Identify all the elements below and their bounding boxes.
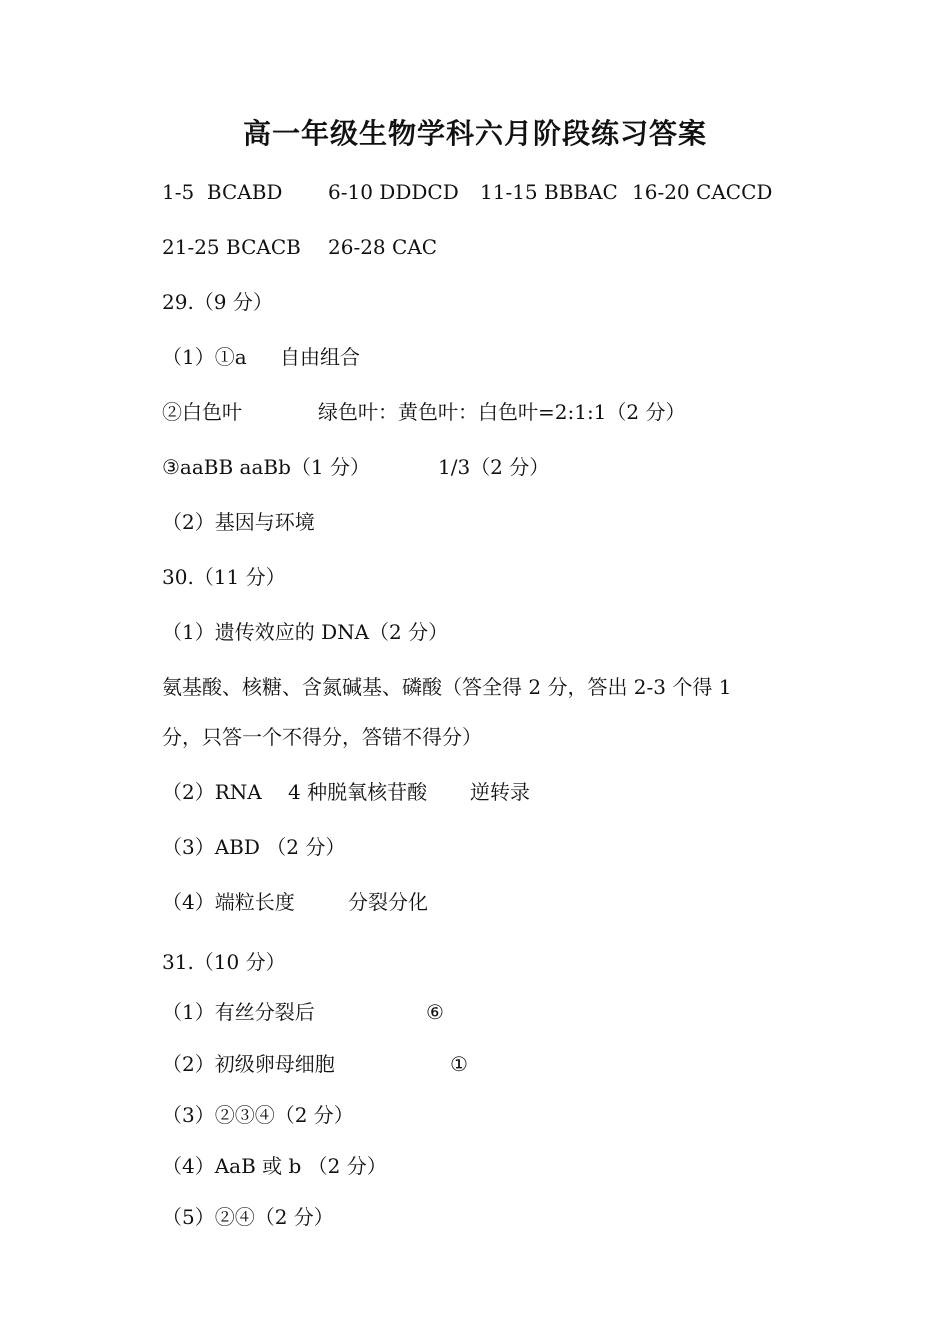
q29-line-2 — [162, 398, 802, 426]
q30-part2-answer-a: （2）RNA — [162, 780, 262, 804]
q30-part1-answer: （1）遗传效应的 DNA（2 分） — [162, 620, 449, 644]
q31-part3-answer: （3）②③④（2 分） — [162, 1103, 354, 1127]
q29-probability-answer: 1/3（2 分） — [438, 455, 550, 479]
q29-ratio-answer: 绿色叶：黄色叶：白色叶=2:1:1（2 分） — [318, 400, 686, 424]
q31-part5-answer: （5）②④（2 分） — [162, 1205, 334, 1229]
mc-group-1-5: 1-5 BCABD — [162, 180, 283, 204]
q29-genotype-answer: ③aaBB aaBb（1 分） — [162, 455, 370, 479]
q31-part1-answer-b: ⑥ — [426, 1000, 444, 1024]
q31-part1-line — [162, 998, 802, 1026]
q30-part4-answer-a: （4）端粒长度 — [162, 890, 295, 914]
mc-group-16-20: 16-20 CACCD — [632, 180, 773, 204]
q30-components-answer: 氨基酸、核糖、含氮碱基、磷酸（答全得 2 分，答出 2-3 个得 1 — [162, 675, 732, 699]
mc-group-11-15: 11-15 BBBAC — [480, 180, 618, 204]
q29-answer-white-leaf: ②白色叶 — [162, 400, 242, 424]
q30-part2-line — [162, 778, 802, 806]
q29-heading: 29.（9 分） — [162, 290, 273, 314]
q31-part2-line — [162, 1050, 802, 1078]
q30-components-answer-cont: 分，只答一个不得分，答错不得分） — [162, 725, 482, 749]
mc-group-26-28: 26-28 CAC — [328, 235, 438, 259]
q29-part1-answer-a: （1）①a — [162, 345, 247, 369]
q31-part2-answer-a: （2）初级卵母细胞 — [162, 1052, 335, 1076]
q31-part1-answer-a: （1）有丝分裂后 — [162, 1000, 315, 1024]
q29-part2-answer: （2）基因与环境 — [162, 510, 315, 534]
q31-part4-answer: （4）AaB 或 b （2 分） — [162, 1154, 387, 1178]
q30-part3-answer: （3）ABD （2 分） — [162, 835, 346, 859]
q31-part2-answer-b: ① — [450, 1052, 468, 1076]
page-title: 高一年级生物学科六月阶段练习答案 — [242, 117, 707, 150]
q29-part1-line — [162, 343, 802, 371]
mc-answers-row-1 — [162, 178, 802, 206]
q31-heading: 31.（10 分） — [162, 950, 286, 974]
mc-group-6-10: 6-10 DDDCD — [328, 180, 459, 204]
mc-group-21-25: 21-25 BCACB — [162, 235, 301, 259]
q30-part4-line — [162, 888, 802, 916]
q29-line-3 — [162, 453, 802, 481]
mc-answers-row-2 — [162, 233, 802, 261]
q30-heading: 30.（11 分） — [162, 565, 286, 589]
q30-part4-answer-b: 分裂分化 — [348, 890, 428, 914]
q30-part2-answer-c: 逆转录 — [470, 780, 530, 804]
q30-part2-answer-b: 4 种脱氧核苷酸 — [288, 780, 428, 804]
q29-part1-answer-b: 自由组合 — [280, 345, 360, 369]
